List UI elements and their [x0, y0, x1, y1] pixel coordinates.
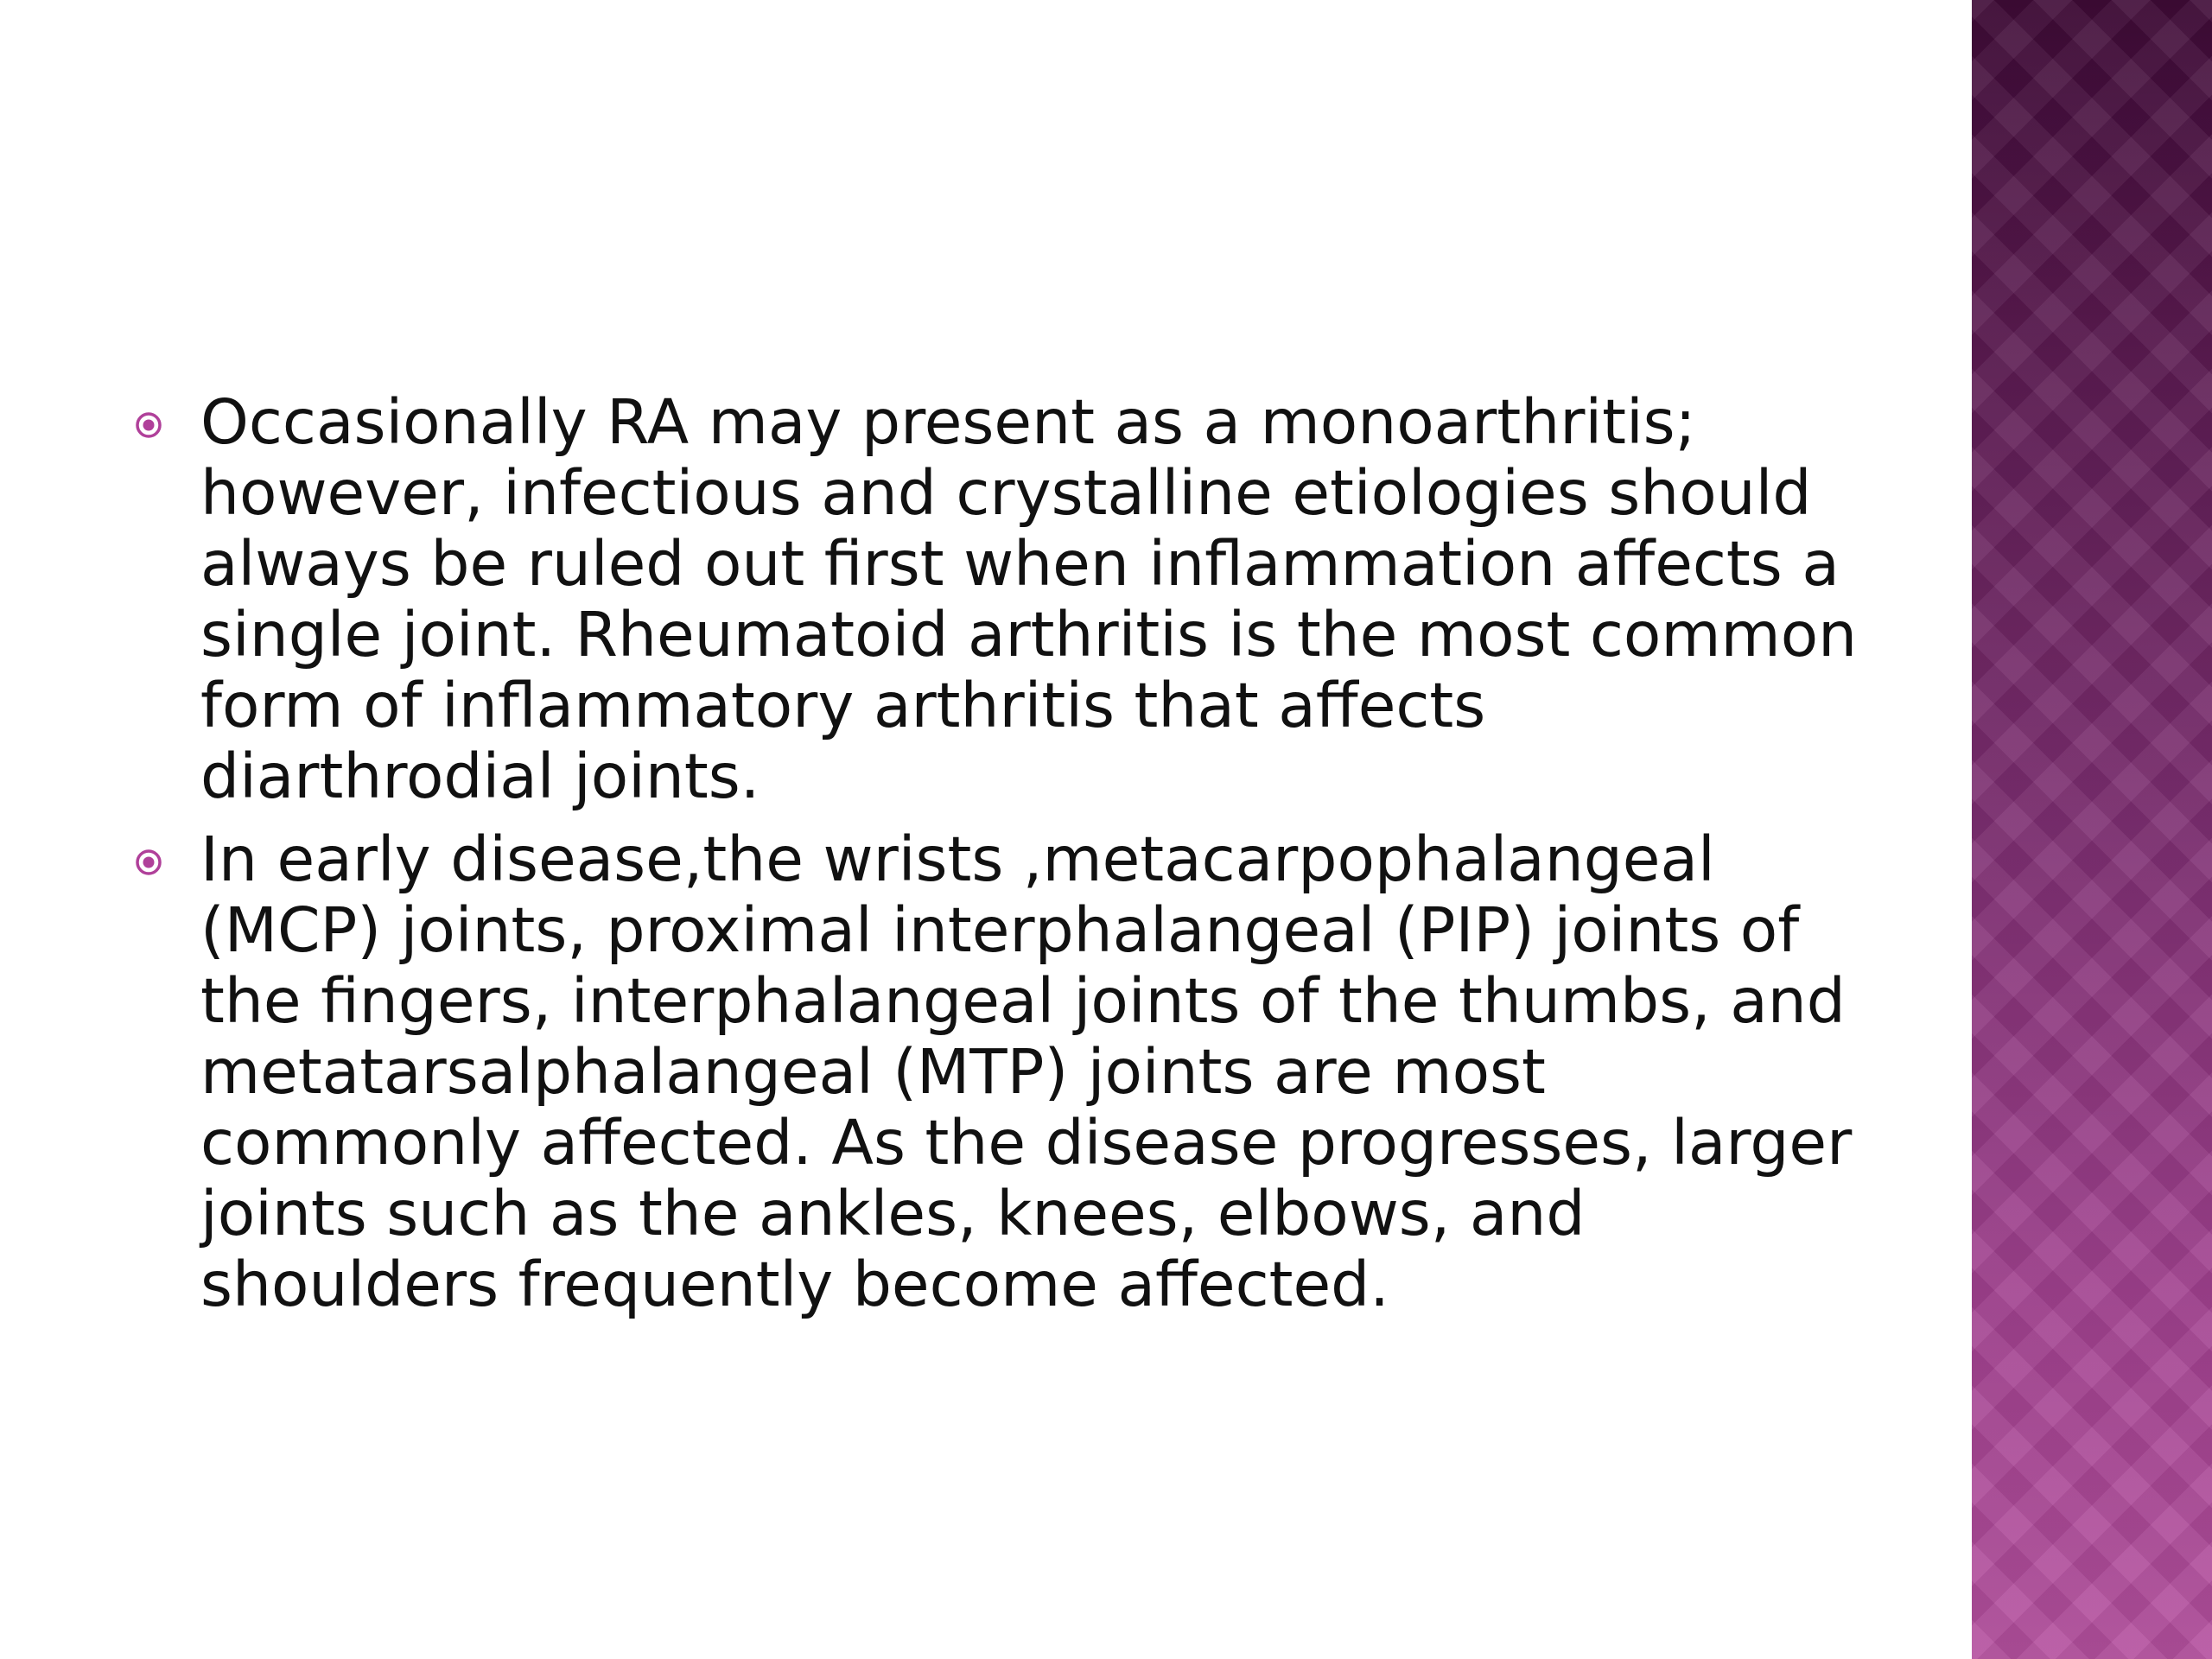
bullet-item	[130, 824, 1858, 1320]
decorative-side-band	[1972, 0, 2212, 1659]
circled-dot-icon	[135, 411, 162, 439]
bullet-text: Occasionally RA may present as a monoarthritis; however, infectious and crystalline etiologies should always be ruled out first when inflammation affects a single joint. Rheumatoid arthritis is the most common form of inflammatory arthritis that affects diarthrodial joints.	[200, 386, 1858, 812]
bullet-item	[130, 387, 1858, 812]
circled-dot-icon	[135, 849, 162, 876]
bullet-text: In early disease,the wrists ,metacarpophalangeal (MCP) joints, proximal interphalangeal (PIP) joints of the fingers, interphalangeal joints of the thumbs, and metatarsalphalangeal (MTP) joints are most commonly affected. As the disease progresses, larger joints such as the ankles, knees, elbows, and shoulders frequently become affected.	[200, 823, 1853, 1320]
bullet-list	[130, 387, 1858, 1332]
